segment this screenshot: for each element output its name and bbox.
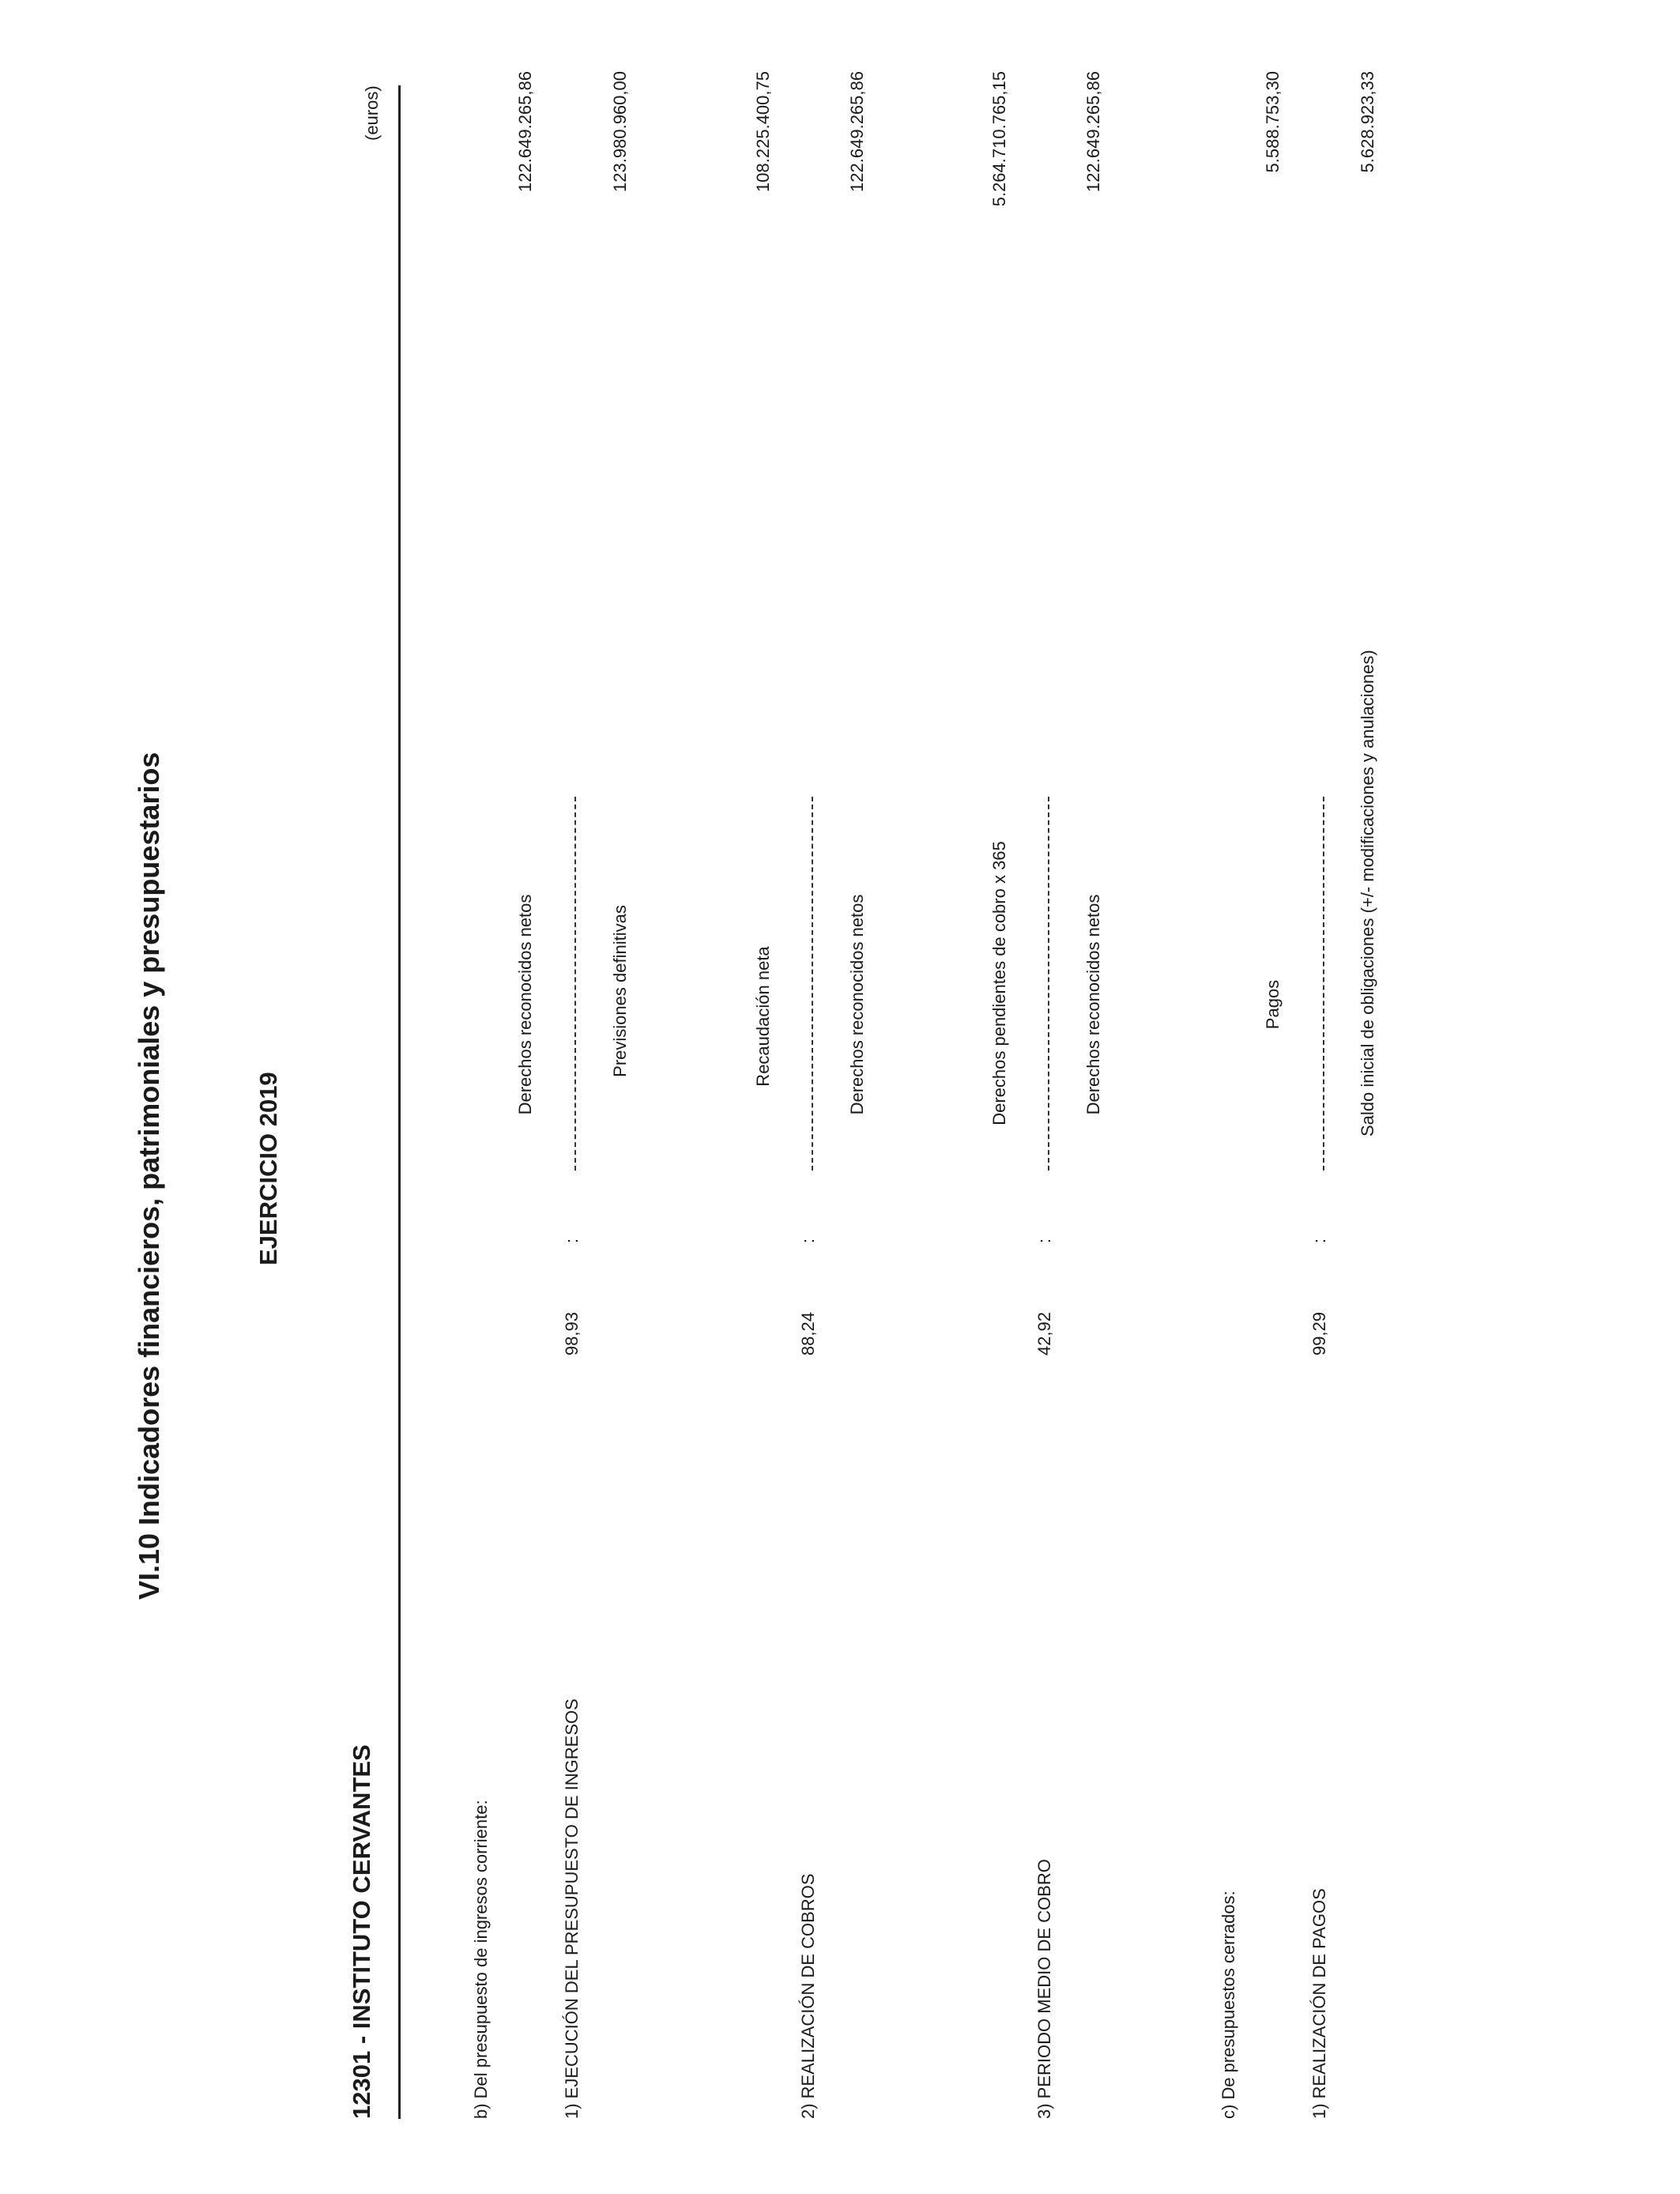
fraction-line [1323, 797, 1324, 1171]
colon-separator: : [1309, 1238, 1329, 1244]
top-rule [398, 85, 401, 2119]
numerator-amount: 122.649.265,86 [515, 71, 535, 192]
numerator-label: Recaudación neta [753, 946, 773, 1087]
colon-separator: : [562, 1238, 582, 1244]
exercise-heading: EJERCICIO 2019 [254, 1072, 282, 1265]
numerator-label: Pagos [1263, 979, 1283, 1030]
entity-heading: 12301 - INSTITUTO CERVANTES [348, 1744, 375, 2119]
fraction-line [1048, 797, 1049, 1171]
indicator-label-collection-period: 3) PERIODO MEDIO DE COBRO [1034, 1859, 1054, 2119]
denominator-label: Saldo inicial de obligaciones (+/- modificaciones y anulaciones) [1358, 650, 1377, 1137]
denominator-label: Derechos reconocidos netos [1083, 894, 1103, 1115]
indicator-label-budget-execution: 1) EJECUCIÓN DEL PRESUPUESTO DE INGRESOS [562, 1698, 582, 2119]
numerator-amount: 5.264.710.765,15 [989, 71, 1009, 207]
denominator-label: Derechos reconocidos netos [847, 894, 867, 1115]
indicator-value-payments: 99,29 [1309, 1312, 1329, 1356]
colon-separator: : [1034, 1238, 1054, 1244]
indicator-label-collections: 2) REALIZACIÓN DE COBROS [798, 1873, 818, 2119]
fraction-line [812, 797, 813, 1171]
denominator-amount: 122.649.265,86 [1083, 71, 1103, 192]
section-heading-closed-budgets: c) De presupuestos cerrados: [1219, 1891, 1238, 2119]
section-heading-current-income: b) Del presupuesto de ingresos corriente: [471, 1800, 491, 2119]
indicator-label-payments: 1) REALIZACIÓN DE PAGOS [1309, 1888, 1329, 2119]
numerator-label: Derechos pendientes de cobro x 365 [989, 841, 1009, 1125]
numerator-amount: 108.225.400,75 [753, 71, 773, 192]
denominator-amount: 5.628.923,33 [1358, 71, 1377, 173]
document-title: VI.10 Indicadores financieros, patrimoniales y presupuestarios [133, 752, 165, 1600]
indicator-value-collections: 88,24 [798, 1312, 818, 1356]
denominator-label: Previsiones definitivas [610, 905, 630, 1077]
indicator-value-budget-execution: 98,93 [562, 1312, 582, 1356]
denominator-amount: 123.980.960,00 [610, 71, 630, 192]
fraction-line [574, 797, 576, 1171]
indicator-value-collection-period: 42,92 [1034, 1312, 1054, 1356]
numerator-label: Derechos reconocidos netos [515, 894, 535, 1115]
numerator-amount: 5.588.753,30 [1263, 71, 1283, 173]
units-label: (euros) [362, 85, 382, 141]
colon-separator: : [798, 1238, 818, 1244]
denominator-amount: 122.649.265,86 [847, 71, 867, 192]
